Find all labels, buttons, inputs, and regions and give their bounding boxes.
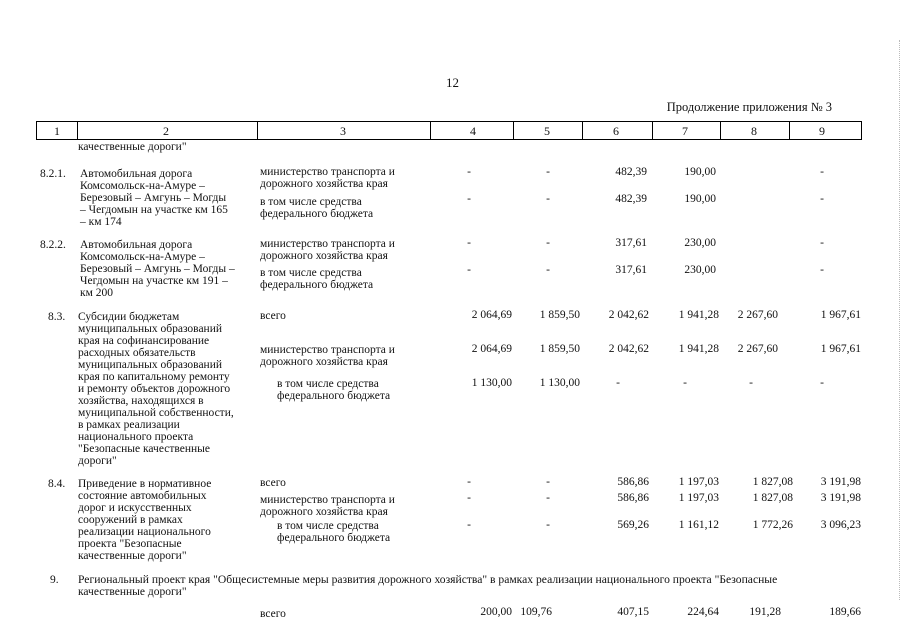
responsible-line: в том числе средства (277, 378, 379, 390)
responsible-line: всего (260, 608, 286, 620)
responsible-line: всего (260, 477, 286, 489)
row-name-line: Березовый – Амгунь – Могды (80, 192, 227, 204)
value-cell: 224,64 (687, 606, 719, 618)
value-cell: 230,00 (684, 237, 716, 249)
row-name-line: Комсомольск-на-Амуре – (80, 251, 205, 263)
row-name-line: Автомобильная дорога (80, 239, 193, 251)
row-name-line: расходных обязательств (78, 347, 196, 359)
value-cell: - (546, 237, 550, 249)
value-cell: 586,86 (617, 492, 649, 504)
value-cell: - (467, 476, 471, 488)
column-separator (513, 122, 514, 139)
row-name-line: муниципальных образований (78, 359, 223, 371)
column-number: 8 (751, 124, 757, 138)
value-cell: 1 859,50 (539, 309, 580, 321)
value-cell: 1 941,28 (678, 343, 719, 355)
responsible-line: в том числе средства (260, 196, 362, 208)
row-name-line: края на софинансирование (78, 335, 210, 347)
responsible-line: федерального бюджета (260, 279, 374, 291)
value-cell: 3 096,23 (820, 519, 861, 531)
row-name-line: проекта "Безопасные (78, 538, 182, 550)
value-cell: 3 191,98 (820, 476, 861, 488)
column-number: 6 (613, 124, 619, 138)
responsible-line: министерство транспорта и (260, 238, 395, 250)
value-cell: - (467, 519, 471, 531)
value-cell: 317,61 (615, 237, 647, 249)
value-cell: 190,00 (684, 166, 716, 178)
value-cell: - (546, 264, 550, 276)
value-cell: - (820, 264, 824, 276)
value-cell: 230,00 (684, 264, 716, 276)
value-cell: 190,00 (684, 193, 716, 205)
value-cell: 1 967,61 (820, 343, 861, 355)
row-name-line: Чегдомын на участке км 191 – (80, 275, 228, 287)
value-cell: - (820, 377, 824, 389)
responsible-line: дорожного хозяйства края (260, 178, 388, 190)
value-cell: 569,26 (617, 519, 649, 531)
row-name-line: национального проекта (78, 431, 194, 443)
row-name-line: в рамках реализации (78, 419, 180, 431)
value-cell: - (683, 377, 687, 389)
responsible-line: дорожного хозяйства края (260, 506, 388, 518)
row-number: 8.2.2. (40, 239, 66, 251)
row-name-line: хозяйства, находящихся в (78, 395, 204, 407)
section-title-line: Региональный проект края "Общесистемные меры развития дорожного хозяйства" в рамках реализации национального проекта "Безопасные (78, 573, 778, 586)
row-number: 9. (50, 574, 59, 586)
row-name-line: муниципальных образований (78, 323, 223, 335)
value-cell: - (546, 476, 550, 488)
responsible-line: в том числе средства (277, 520, 379, 532)
value-cell: - (546, 193, 550, 205)
row-name-line: края по капитальному ремонту (78, 371, 230, 383)
value-cell: 482,39 (615, 193, 647, 205)
column-separator (582, 122, 583, 139)
value-cell: 2 064,69 (471, 309, 512, 321)
column-separator (720, 122, 721, 139)
value-cell: 1 197,03 (678, 476, 719, 488)
value-cell: - (749, 377, 753, 389)
value-cell: 1 130,00 (471, 377, 512, 389)
responsible-line: министерство транспорта и (260, 166, 395, 178)
carryover-text: качественные дороги" (78, 141, 187, 153)
value-cell: 109,76 (520, 606, 552, 618)
row-name-line: состояние автомобильных (78, 490, 207, 502)
row-name-line: сооружений в рамках (78, 514, 183, 526)
row-name-line: км 200 (80, 287, 113, 299)
row-number: 8.3. (48, 311, 66, 323)
row-name-line: Субсидии бюджетам (78, 311, 180, 323)
column-number: 7 (682, 124, 688, 138)
column-number: 1 (54, 124, 60, 138)
row-number: 8.4. (48, 478, 66, 490)
row-name-line: дороги" (78, 455, 117, 467)
value-cell: 189,66 (829, 606, 861, 618)
column-separator (652, 122, 653, 139)
value-cell: 1 161,12 (678, 519, 719, 531)
value-cell: - (616, 377, 620, 389)
value-cell: - (820, 237, 824, 249)
section-title-line: качественные дороги" (78, 586, 187, 598)
table-header-row (36, 121, 862, 140)
responsible-line: дорожного хозяйства края (260, 356, 388, 368)
column-number: 2 (163, 124, 169, 138)
column-number: 4 (470, 124, 476, 138)
value-cell: - (467, 193, 471, 205)
responsible-line: дорожного хозяйства края (260, 250, 388, 262)
value-cell: 1 827,08 (752, 492, 793, 504)
responsible-line: в том числе средства (260, 267, 362, 279)
responsible-line: министерство транспорта и (260, 344, 395, 356)
row-number: 8.2.1. (40, 168, 66, 180)
row-name-line: Автомобильная дорога (80, 168, 193, 180)
value-cell: 317,61 (615, 264, 647, 276)
value-cell: 3 191,98 (820, 492, 861, 504)
value-cell: 2 042,62 (608, 343, 649, 355)
column-separator (257, 122, 258, 139)
value-cell: 586,86 (617, 476, 649, 488)
row-name-line: – Чегдомын на участке км 165 (80, 204, 228, 216)
value-cell: 2 042,62 (608, 309, 649, 321)
row-name-line: и ремонту объектов дорожного (78, 383, 231, 395)
row-name-line: муниципальной собственности, (78, 407, 234, 419)
value-cell: - (546, 519, 550, 531)
column-number: 5 (544, 124, 550, 138)
page-number: 12 (446, 75, 459, 90)
value-cell: 200,00 (480, 606, 512, 618)
value-cell: 2 267,60 (737, 343, 778, 355)
value-cell: 2 267,60 (737, 309, 778, 321)
responsible-line: федерального бюджета (260, 208, 374, 220)
value-cell: - (467, 264, 471, 276)
value-cell: - (546, 166, 550, 178)
row-name-line: дорог и искусственных (78, 502, 192, 514)
row-name-line: Березовый – Амгунь – Могды – (80, 263, 235, 275)
value-cell: 1 130,00 (539, 377, 580, 389)
value-cell: - (546, 492, 550, 504)
continuation-caption: Продолжение приложения № 3 (666, 100, 832, 114)
value-cell: - (467, 166, 471, 178)
value-cell: 482,39 (615, 166, 647, 178)
value-cell: 1 197,03 (678, 492, 719, 504)
column-separator (789, 122, 790, 139)
value-cell: 1 772,26 (752, 519, 793, 531)
value-cell: 1 859,50 (539, 343, 580, 355)
row-name-line: качественные дороги" (78, 550, 187, 562)
value-cell: - (820, 193, 824, 205)
column-separator (77, 122, 78, 139)
value-cell: 407,15 (617, 606, 649, 618)
row-name-line: реализации национального (78, 526, 211, 538)
value-cell: 2 064,69 (471, 343, 512, 355)
row-name-line: "Безопасные качественные (78, 443, 210, 455)
row-name-line: – км 174 (80, 216, 122, 228)
row-name-line: Приведение в нормативное (78, 478, 212, 490)
row-name-line: Комсомольск-на-Амуре – (80, 180, 205, 192)
value-cell: 191,28 (749, 606, 781, 618)
responsible-line: всего (260, 310, 286, 322)
responsible-line: министерство транспорта и (260, 494, 395, 506)
column-number: 3 (340, 124, 346, 138)
value-cell: 1 967,61 (820, 309, 861, 321)
value-cell: 1 827,08 (752, 476, 793, 488)
responsible-line: федерального бюджета (277, 532, 391, 544)
value-cell: - (467, 492, 471, 504)
column-separator (430, 122, 431, 139)
value-cell: 1 941,28 (678, 309, 719, 321)
responsible-line: федерального бюджета (277, 390, 391, 402)
value-cell: - (820, 166, 824, 178)
column-number: 9 (819, 124, 825, 138)
value-cell: - (467, 237, 471, 249)
page-edge-marks (899, 40, 901, 600)
